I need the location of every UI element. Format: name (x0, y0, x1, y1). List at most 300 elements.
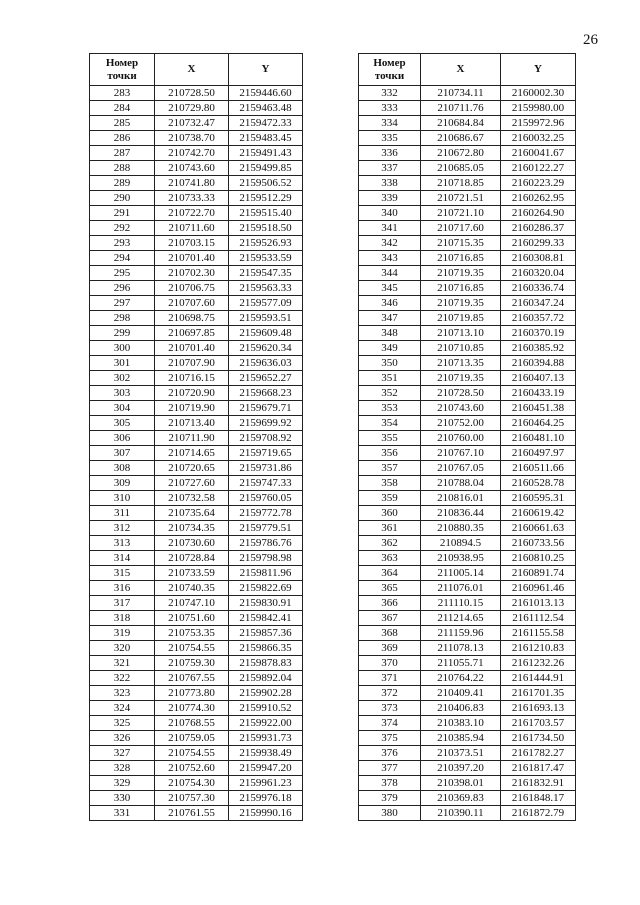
y-cell: 2161832.91 (501, 776, 576, 791)
table-row (90, 746, 303, 761)
table-row (90, 791, 303, 806)
y-cell: 2159499.85 (229, 161, 303, 176)
x-cell: 210752.60 (155, 761, 229, 776)
point-number-cell: 285 (90, 116, 155, 131)
y-cell: 2159892.04 (229, 671, 303, 686)
y-cell: 2160733.56 (501, 536, 576, 551)
table-row (90, 281, 303, 296)
table-row (90, 86, 303, 101)
point-number-cell: 323 (90, 686, 155, 701)
point-header-line2: точки (107, 69, 137, 82)
table-row (359, 686, 576, 701)
y-cell: 2161703.57 (501, 716, 576, 731)
point-number-cell: 331 (90, 806, 155, 821)
x-cell: 210716.85 (421, 281, 501, 296)
table-row (359, 551, 576, 566)
x-cell: 210685.05 (421, 161, 501, 176)
point-number-cell: 299 (90, 326, 155, 341)
x-cell: 210761.55 (155, 806, 229, 821)
x-cell: 210733.59 (155, 566, 229, 581)
x-cell: 210722.70 (155, 206, 229, 221)
x-cell: 210754.55 (155, 641, 229, 656)
table-row (359, 296, 576, 311)
x-cell: 211214.65 (421, 611, 501, 626)
y-cell: 2160336.74 (501, 281, 576, 296)
x-cell: 210719.35 (421, 296, 501, 311)
x-cell: 210733.33 (155, 191, 229, 206)
y-cell: 2160511.66 (501, 461, 576, 476)
y-cell: 2159731.86 (229, 461, 303, 476)
y-cell: 2159830.91 (229, 596, 303, 611)
x-cell: 210880.35 (421, 521, 501, 536)
table-row (90, 476, 303, 491)
point-number-cell: 380 (359, 806, 421, 821)
table-row (90, 416, 303, 431)
y-cell: 2160433.19 (501, 386, 576, 401)
table-row (90, 521, 303, 536)
y-cell: 2160223.29 (501, 176, 576, 191)
x-cell: 210707.60 (155, 296, 229, 311)
table-row (90, 146, 303, 161)
x-cell: 210717.60 (421, 221, 501, 236)
table-row (359, 746, 576, 761)
y-cell: 2159938.49 (229, 746, 303, 761)
table-row (90, 776, 303, 791)
table-row (90, 311, 303, 326)
y-cell: 2161210.83 (501, 641, 576, 656)
point-number-cell: 294 (90, 251, 155, 266)
point-number-cell: 340 (359, 206, 421, 221)
y-cell: 2159620.34 (229, 341, 303, 356)
table-row (359, 176, 576, 191)
x-cell: 210686.67 (421, 131, 501, 146)
y-cell: 2161112.54 (501, 611, 576, 626)
point-number-cell: 318 (90, 611, 155, 626)
x-cell: 210894.5 (421, 536, 501, 551)
x-cell: 210719.90 (155, 401, 229, 416)
x-cell: 210383.10 (421, 716, 501, 731)
table-row (359, 506, 576, 521)
y-cell: 2161782.27 (501, 746, 576, 761)
y-cell: 2159931.73 (229, 731, 303, 746)
point-number-cell: 316 (90, 581, 155, 596)
table-row (359, 311, 576, 326)
x-cell: 210730.60 (155, 536, 229, 551)
point-number-cell: 291 (90, 206, 155, 221)
y-cell: 2161013.13 (501, 596, 576, 611)
table-row (359, 806, 576, 821)
y-cell: 2160619.42 (501, 506, 576, 521)
point-number-cell: 293 (90, 236, 155, 251)
table-row (90, 371, 303, 386)
x-cell: 210711.76 (421, 101, 501, 116)
y-cell: 2159533.59 (229, 251, 303, 266)
y-cell: 2159577.09 (229, 296, 303, 311)
table-row (359, 251, 576, 266)
point-number-cell: 355 (359, 431, 421, 446)
point-number-cell: 302 (90, 371, 155, 386)
point-number-cell: 319 (90, 626, 155, 641)
x-cell: 210721.10 (421, 206, 501, 221)
point-number-cell: 336 (359, 146, 421, 161)
table-row (359, 596, 576, 611)
y-cell: 2160347.24 (501, 296, 576, 311)
point-number-cell: 354 (359, 416, 421, 431)
point-number-cell: 372 (359, 686, 421, 701)
point-number-cell: 349 (359, 341, 421, 356)
x-cell: 210714.65 (155, 446, 229, 461)
point-number-cell: 322 (90, 671, 155, 686)
table-row (359, 416, 576, 431)
y-cell: 2159446.60 (229, 86, 303, 101)
x-cell: 210716.15 (155, 371, 229, 386)
point-number-cell: 362 (359, 536, 421, 551)
point-number-cell: 379 (359, 791, 421, 806)
table-header-row (359, 54, 576, 86)
table-row (90, 581, 303, 596)
table-row (359, 281, 576, 296)
x-cell: 211076.01 (421, 581, 501, 596)
x-cell: 211055.71 (421, 656, 501, 671)
point-number-cell: 309 (90, 476, 155, 491)
table-header-row (90, 54, 303, 86)
x-cell: 210747.10 (155, 596, 229, 611)
table-row (359, 161, 576, 176)
table-row (359, 581, 576, 596)
y-cell: 2160810.25 (501, 551, 576, 566)
y-cell: 2161444.91 (501, 671, 576, 686)
point-number-cell: 298 (90, 311, 155, 326)
table-row (90, 386, 303, 401)
point-number-cell: 329 (90, 776, 155, 791)
x-cell: 210719.35 (421, 266, 501, 281)
point-number-cell: 332 (359, 86, 421, 101)
table-body-left (90, 86, 303, 821)
point-number-cell: 369 (359, 641, 421, 656)
x-cell: 210752.00 (421, 416, 501, 431)
y-cell: 2159822.69 (229, 581, 303, 596)
table-row (359, 521, 576, 536)
point-header-line1: Номер (373, 56, 406, 69)
table-row (359, 761, 576, 776)
y-cell: 2159976.18 (229, 791, 303, 806)
x-cell: 210757.30 (155, 791, 229, 806)
y-cell: 2159472.33 (229, 116, 303, 131)
y-cell: 2160122.27 (501, 161, 576, 176)
point-number-cell: 374 (359, 716, 421, 731)
y-cell: 2161872.79 (501, 806, 576, 821)
table-row (90, 176, 303, 191)
point-number-cell: 345 (359, 281, 421, 296)
coordinates-table-left (89, 53, 303, 821)
x-cell: 210753.35 (155, 626, 229, 641)
point-number-cell: 333 (359, 101, 421, 116)
table-row (359, 221, 576, 236)
table-row (90, 446, 303, 461)
table-row (90, 731, 303, 746)
x-header: X (421, 54, 501, 86)
point-number-cell: 356 (359, 446, 421, 461)
table-row (359, 146, 576, 161)
x-cell: 210715.35 (421, 236, 501, 251)
y-cell: 2159652.27 (229, 371, 303, 386)
point-number-cell: 288 (90, 161, 155, 176)
point-number-header (90, 54, 155, 86)
point-number-cell: 376 (359, 746, 421, 761)
y-cell: 2160308.81 (501, 251, 576, 266)
x-cell: 211159.96 (421, 626, 501, 641)
x-cell: 210721.51 (421, 191, 501, 206)
table-row (90, 641, 303, 656)
x-cell: 210816.01 (421, 491, 501, 506)
point-number-cell: 370 (359, 656, 421, 671)
x-cell: 210729.80 (155, 101, 229, 116)
x-cell: 210716.85 (421, 251, 501, 266)
point-number-cell: 344 (359, 266, 421, 281)
x-cell: 210719.35 (421, 371, 501, 386)
y-cell: 2159972.96 (501, 116, 576, 131)
x-cell: 210672.80 (421, 146, 501, 161)
point-number-cell: 317 (90, 596, 155, 611)
point-number-header (359, 54, 421, 86)
point-number-cell: 335 (359, 131, 421, 146)
table-row (90, 761, 303, 776)
x-cell: 210728.84 (155, 551, 229, 566)
x-cell: 210764.22 (421, 671, 501, 686)
y-cell: 2160385.92 (501, 341, 576, 356)
table-row (359, 641, 576, 656)
point-number-cell: 357 (359, 461, 421, 476)
y-cell: 2159878.83 (229, 656, 303, 671)
y-cell: 2159526.93 (229, 236, 303, 251)
y-cell: 2159547.35 (229, 266, 303, 281)
x-cell: 210706.75 (155, 281, 229, 296)
x-cell: 210743.60 (155, 161, 229, 176)
y-cell: 2161848.17 (501, 791, 576, 806)
table-row (90, 401, 303, 416)
table-row (359, 626, 576, 641)
y-cell: 2161701.35 (501, 686, 576, 701)
point-number-cell: 315 (90, 566, 155, 581)
y-cell: 2159779.51 (229, 521, 303, 536)
y-cell: 2159990.16 (229, 806, 303, 821)
x-cell: 210373.51 (421, 746, 501, 761)
point-number-cell: 311 (90, 506, 155, 521)
x-cell: 210768.55 (155, 716, 229, 731)
y-cell: 2159760.05 (229, 491, 303, 506)
x-cell: 210390.11 (421, 806, 501, 821)
point-number-cell: 377 (359, 761, 421, 776)
point-number-cell: 284 (90, 101, 155, 116)
y-cell: 2160262.95 (501, 191, 576, 206)
point-number-cell: 353 (359, 401, 421, 416)
y-cell: 2160264.90 (501, 206, 576, 221)
x-cell: 210788.04 (421, 476, 501, 491)
table-row (90, 461, 303, 476)
point-number-cell: 341 (359, 221, 421, 236)
y-cell: 2159483.45 (229, 131, 303, 146)
x-cell: 211005.14 (421, 566, 501, 581)
point-number-cell: 367 (359, 611, 421, 626)
x-cell: 210698.75 (155, 311, 229, 326)
y-cell: 2161232.26 (501, 656, 576, 671)
y-cell: 2160661.63 (501, 521, 576, 536)
point-number-cell: 373 (359, 701, 421, 716)
table-row (90, 656, 303, 671)
y-cell: 2159947.20 (229, 761, 303, 776)
x-cell: 210759.05 (155, 731, 229, 746)
point-number-cell: 339 (359, 191, 421, 206)
table-row (90, 701, 303, 716)
point-number-cell: 360 (359, 506, 421, 521)
x-cell: 210740.35 (155, 581, 229, 596)
table-row (359, 131, 576, 146)
y-cell: 2159463.48 (229, 101, 303, 116)
x-cell: 210697.85 (155, 326, 229, 341)
point-number-cell: 371 (359, 671, 421, 686)
y-cell: 2160891.74 (501, 566, 576, 581)
table-row (359, 446, 576, 461)
y-cell: 2159811.96 (229, 566, 303, 581)
y-cell: 2160481.10 (501, 431, 576, 446)
table-row (359, 461, 576, 476)
x-cell: 210703.15 (155, 236, 229, 251)
y-cell: 2159786.76 (229, 536, 303, 551)
y-cell: 2159842.41 (229, 611, 303, 626)
point-number-cell: 301 (90, 356, 155, 371)
table-row (359, 611, 576, 626)
x-cell: 210760.00 (421, 431, 501, 446)
y-cell: 2160286.37 (501, 221, 576, 236)
table-row (359, 116, 576, 131)
table-row (90, 806, 303, 821)
y-cell: 2160961.46 (501, 581, 576, 596)
x-cell: 210767.55 (155, 671, 229, 686)
point-number-cell: 350 (359, 356, 421, 371)
x-cell: 210734.11 (421, 86, 501, 101)
x-cell: 210720.65 (155, 461, 229, 476)
point-number-cell: 312 (90, 521, 155, 536)
table-row (359, 371, 576, 386)
table-row (359, 101, 576, 116)
table-row (90, 611, 303, 626)
table-row (90, 716, 303, 731)
y-cell: 2159512.29 (229, 191, 303, 206)
table-row (359, 236, 576, 251)
point-number-cell: 290 (90, 191, 155, 206)
table-row (90, 551, 303, 566)
x-cell: 210711.90 (155, 431, 229, 446)
table-row (90, 251, 303, 266)
point-number-cell: 348 (359, 326, 421, 341)
x-cell: 211078.13 (421, 641, 501, 656)
point-number-cell: 283 (90, 86, 155, 101)
table-row (90, 491, 303, 506)
table-row (359, 431, 576, 446)
point-number-cell: 295 (90, 266, 155, 281)
table-row (90, 191, 303, 206)
table-row (90, 431, 303, 446)
table-row (359, 401, 576, 416)
table-row (90, 326, 303, 341)
y-cell: 2159719.65 (229, 446, 303, 461)
point-number-cell: 352 (359, 386, 421, 401)
y-cell: 2160032.25 (501, 131, 576, 146)
point-number-cell: 304 (90, 401, 155, 416)
point-number-cell: 325 (90, 716, 155, 731)
table-row (90, 131, 303, 146)
x-cell: 210738.70 (155, 131, 229, 146)
y-header: Y (229, 54, 303, 86)
y-cell: 2159910.52 (229, 701, 303, 716)
point-number-cell: 361 (359, 521, 421, 536)
x-cell: 210732.47 (155, 116, 229, 131)
x-cell: 210719.85 (421, 311, 501, 326)
y-cell: 2159798.98 (229, 551, 303, 566)
point-number-cell: 289 (90, 176, 155, 191)
x-header: X (155, 54, 229, 86)
x-cell: 210743.60 (421, 401, 501, 416)
point-number-cell: 300 (90, 341, 155, 356)
table-row (359, 476, 576, 491)
point-number-cell: 314 (90, 551, 155, 566)
y-cell: 2161817.47 (501, 761, 576, 776)
x-cell: 210732.58 (155, 491, 229, 506)
x-cell: 211110.15 (421, 596, 501, 611)
table-row (90, 536, 303, 551)
table-row (359, 791, 576, 806)
table-row (359, 776, 576, 791)
point-number-cell: 358 (359, 476, 421, 491)
table-row (359, 266, 576, 281)
x-cell: 210754.55 (155, 746, 229, 761)
point-number-cell: 363 (359, 551, 421, 566)
x-cell: 210754.30 (155, 776, 229, 791)
table-row (359, 386, 576, 401)
x-cell: 210741.80 (155, 176, 229, 191)
table-row (90, 221, 303, 236)
y-cell: 2160407.13 (501, 371, 576, 386)
table-row (90, 206, 303, 221)
y-cell: 2159980.00 (501, 101, 576, 116)
y-cell: 2159699.92 (229, 416, 303, 431)
point-number-cell: 330 (90, 791, 155, 806)
y-header: Y (501, 54, 576, 86)
table-row (359, 656, 576, 671)
table-row (359, 731, 576, 746)
table-row (90, 506, 303, 521)
x-cell: 210701.40 (155, 251, 229, 266)
y-cell: 2159636.03 (229, 356, 303, 371)
table-row (359, 716, 576, 731)
point-number-cell: 368 (359, 626, 421, 641)
table-row (359, 341, 576, 356)
table-row (90, 596, 303, 611)
table-row (359, 566, 576, 581)
table-row (90, 686, 303, 701)
x-cell: 210836.44 (421, 506, 501, 521)
point-number-cell: 292 (90, 221, 155, 236)
x-cell: 210938.95 (421, 551, 501, 566)
table-row (359, 356, 576, 371)
table-row (359, 701, 576, 716)
point-number-cell: 306 (90, 431, 155, 446)
table-row (90, 161, 303, 176)
table-row (359, 326, 576, 341)
table-row (359, 191, 576, 206)
point-number-cell: 375 (359, 731, 421, 746)
point-number-cell: 366 (359, 596, 421, 611)
